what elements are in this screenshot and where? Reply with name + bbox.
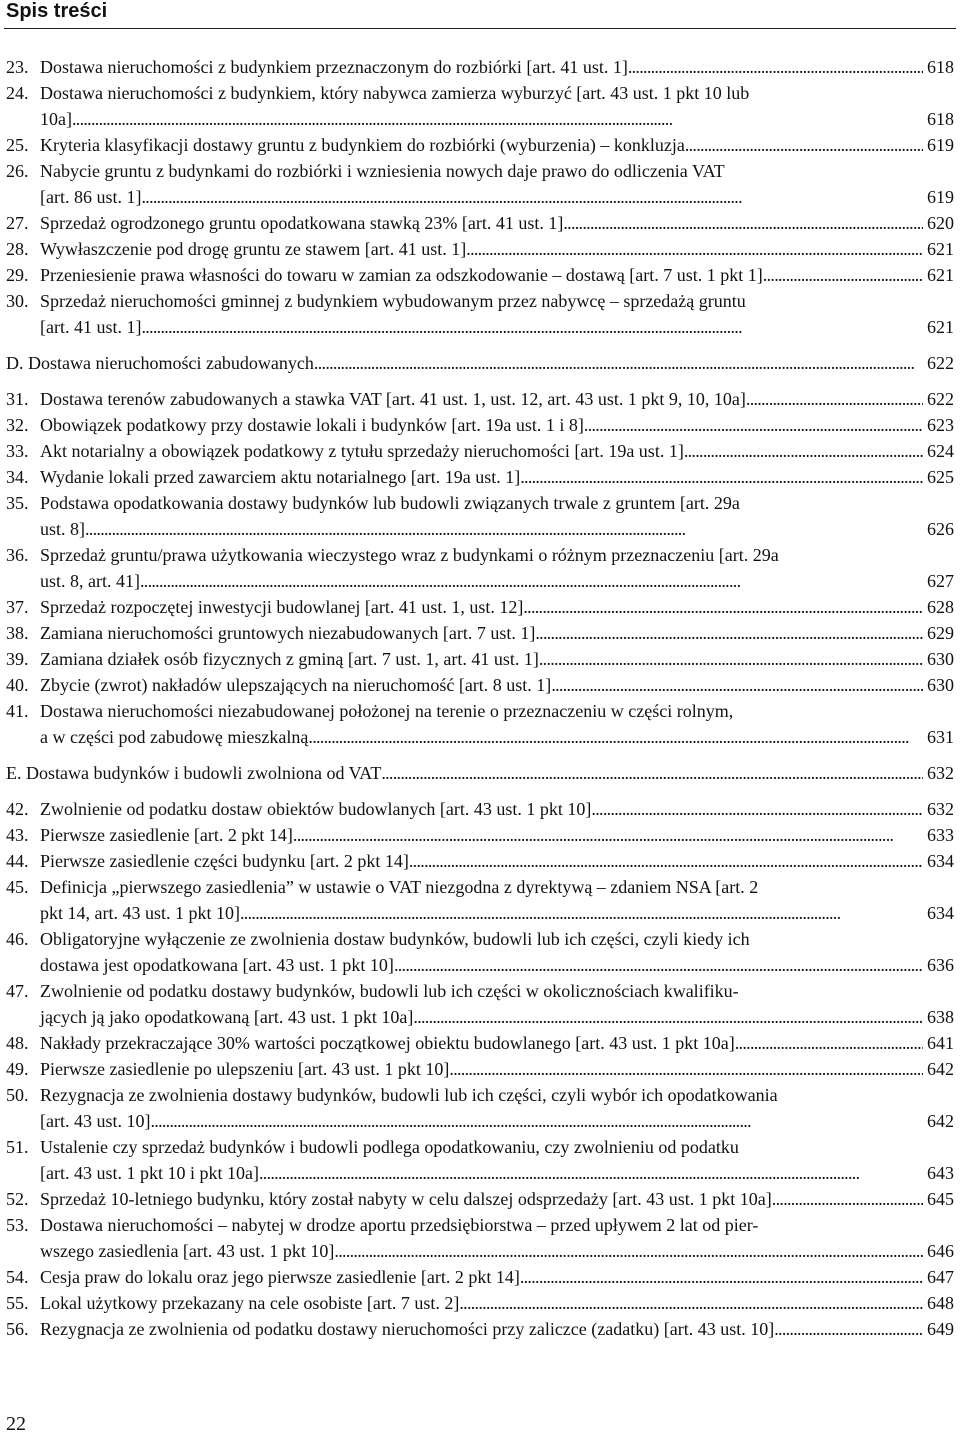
toc-entry-page-number: 628: [927, 597, 954, 617]
dot-leader: [746, 386, 923, 412]
toc-entry-number: 56.: [6, 1319, 29, 1339]
toc-entry[interactable]: [6, 1316, 954, 1342]
toc-entry-final-line: [6, 760, 954, 786]
dot-leader: [459, 1290, 923, 1316]
toc-entry-number: 29.: [6, 265, 29, 285]
toc-entry-title-line: Sprzedaż gruntu/prawa użytkowania wieczystego wraz z budynkami o różnym przeznaczeniu [art. 29a: [40, 545, 779, 565]
toc-entry-body: [40, 620, 954, 646]
toc-entry-final-line: [40, 1264, 954, 1290]
toc-entry-title: [art. 43 ust. 1 pkt 10 i pkt 10a]: [40, 1163, 259, 1183]
toc-entry-body: [6, 350, 954, 376]
toc-entry-page-number: 621: [927, 239, 954, 259]
toc-entry-number: 52.: [6, 1189, 29, 1209]
toc-entry-title: [art. 43 ust. 10]: [40, 1111, 151, 1131]
toc-entry-number: 42.: [6, 799, 29, 819]
toc-entry-title-line: Nabycie gruntu z budynkami do rozbiórki i wzniesienia nowych daje prawo do odliczenia VAT: [40, 161, 725, 181]
dot-leader: [523, 594, 923, 620]
toc-entry[interactable]: [6, 1290, 954, 1316]
toc-entry-body: [40, 158, 954, 210]
toc-entry-final-line: [40, 1056, 954, 1082]
toc-entry-number: 53.: [6, 1215, 29, 1235]
toc-entry-body: [40, 412, 954, 438]
toc-entry-final-line: [40, 1186, 954, 1212]
toc-entry-title-line: Dostawa nieruchomości z budynkiem, który nabywca zamierza wyburzyć [art. 43 ust. 1 pkt 10 lub: [40, 83, 750, 103]
toc-entry-title: Kryteria klasyfikacji dostawy gruntu z budynkiem do rozbiórki (wyburzenia) – konkluzja: [40, 135, 685, 155]
toc-entry-page-number: 622: [927, 389, 954, 409]
toc-entry-body: [40, 672, 954, 698]
toc-entry-final-line: [40, 848, 954, 874]
toc-entry-body: [40, 874, 954, 926]
toc-entry-final-line: [40, 184, 954, 210]
toc-entry-title: Sprzedaż ogrodzonego gruntu opodatkowana stawką 23% [art. 41 ust. 1]: [40, 213, 564, 233]
dot-leader: [85, 516, 923, 542]
toc-entry-final-line: [6, 350, 954, 376]
dot-leader: [394, 952, 923, 978]
toc-entry-number: 48.: [6, 1033, 29, 1053]
toc-entry-title: Zamiana nieruchomości gruntowych niezabudowanych [art. 7 ust. 1]: [40, 623, 536, 643]
toc-entry-title: [art. 86 ust. 1]: [40, 187, 142, 207]
toc-entry-body: [40, 262, 954, 288]
toc-entry[interactable]: [6, 464, 954, 490]
toc-entry-body: [40, 646, 954, 672]
toc-entry[interactable]: [6, 822, 954, 848]
dot-leader: [466, 236, 923, 262]
toc-entry-final-line: [40, 568, 954, 594]
toc-entry-final-line: [40, 796, 954, 822]
toc-entry-page-number: 621: [927, 317, 954, 337]
dot-leader: [141, 184, 923, 210]
toc-entry-final-line: [40, 1290, 954, 1316]
toc-entry-number: 38.: [6, 623, 29, 643]
toc-entry-page-number: 638: [927, 1007, 954, 1027]
toc-entry-page-number: 643: [927, 1163, 954, 1183]
section-gap: [6, 750, 954, 760]
toc-entry-page-number: 630: [927, 649, 954, 669]
toc-entry-page-number: 634: [927, 851, 954, 871]
toc-entry[interactable]: [6, 210, 954, 236]
toc-entry-body: [40, 438, 954, 464]
toc-entry-final-line: [40, 54, 954, 80]
toc-entry-title: Przeniesienie prawa własności do towaru w zamian za odszkodowanie – dostawą [art. 7 ust. 1 pkt 1]: [40, 265, 763, 285]
toc-entry-page-number: 620: [927, 213, 954, 233]
toc-entry-final-line: [40, 900, 954, 926]
dot-leader: [563, 210, 923, 236]
toc-entry-title: wszego zasiedlenia [art. 43 ust. 1 pkt 10]: [40, 1241, 335, 1261]
toc-entry-body: [40, 926, 954, 978]
toc-entry[interactable]: [6, 848, 954, 874]
toc-entry[interactable]: [6, 386, 954, 412]
toc-entry-page-number: 646: [927, 1241, 954, 1261]
toc-entry-body: [40, 464, 954, 490]
toc-entry[interactable]: [6, 1212, 954, 1264]
header-rule: [4, 28, 956, 29]
toc-entry-page-number: 629: [927, 623, 954, 643]
dot-leader: [293, 822, 923, 848]
dot-leader: [314, 350, 923, 376]
toc-entry[interactable]: [6, 1082, 954, 1134]
toc-entry-page-number: 618: [927, 57, 954, 77]
toc-entry-page-number: 641: [927, 1033, 954, 1053]
toc-entry-number: 46.: [6, 929, 29, 949]
toc-entry[interactable]: [6, 158, 954, 210]
toc-entry-body: [40, 698, 954, 750]
toc-entry-number: 32.: [6, 415, 29, 435]
toc-entry-final-line: [40, 822, 954, 848]
toc-entry[interactable]: [6, 132, 954, 158]
dot-leader: [449, 1056, 923, 1082]
toc-entry-page-number: 647: [927, 1267, 954, 1287]
toc-entry-number: 26.: [6, 161, 29, 181]
toc-entry-page-number: 621: [927, 265, 954, 285]
dot-leader: [150, 1108, 923, 1134]
dot-leader: [763, 262, 923, 288]
toc-entry-title: Sprzedaż rozpoczętej inwestycji budowlanej [art. 41 ust. 1, ust. 12]: [40, 597, 524, 617]
toc-entry-title: Akt notarialny a obowiązek podatkowy z tytułu sprzedaży nieruchomości [art. 19a ust. 1]: [40, 441, 684, 461]
dot-leader: [381, 760, 923, 786]
toc-entry-number: 30.: [6, 291, 29, 311]
toc-entry-final-line: [40, 1108, 954, 1134]
toc-entry-number: 37.: [6, 597, 29, 617]
toc-entry-title: E. Dostawa budynków i budowli zwolniona od VAT: [6, 763, 382, 783]
toc-entry-final-line: [40, 106, 954, 132]
toc-entry[interactable]: [6, 262, 954, 288]
toc-entry-page-number: 626: [927, 519, 954, 539]
toc-entry-number: 28.: [6, 239, 29, 259]
toc-entry-body: [40, 54, 954, 80]
toc-entry-number: 44.: [6, 851, 29, 871]
dot-leader: [735, 1030, 923, 1056]
toc-entry-title-line: Zwolnienie od podatku dostawy budynków, budowli lub ich części w okolicznościach kwalifiku-: [40, 981, 739, 1001]
toc-entry-title: [art. 41 ust. 1]: [40, 317, 142, 337]
toc-entry-title: Pierwsze zasiedlenie po ulepszeniu [art. 43 ust. 1 pkt 10]: [40, 1059, 450, 1079]
toc-entry-page-number: 645: [927, 1189, 954, 1209]
toc-entry-body: [40, 80, 954, 132]
toc-entry[interactable]: [6, 1056, 954, 1082]
toc-entry-title-line: Obligatoryjne wyłączenie ze zwolnienia dostaw budynków, budowli lub ich części, czyli kiedy ich: [40, 929, 750, 949]
toc-entry[interactable]: [6, 1134, 954, 1186]
toc-entry[interactable]: [6, 1264, 954, 1290]
toc-entry-page-number: 627: [927, 571, 954, 591]
toc-entry-number: 41.: [6, 701, 29, 721]
toc-entry[interactable]: [6, 594, 954, 620]
toc-entry-final-line: [40, 262, 954, 288]
toc-entry-title-line: Dostawa nieruchomości – nabytej w drodze aportu przedsiębiorstwa – przed upływem 2 lat od pier-: [40, 1215, 759, 1235]
toc-entry[interactable]: [6, 698, 954, 750]
toc-entry-body: [40, 288, 954, 340]
toc-entry-page-number: 632: [927, 799, 954, 819]
toc-entry-page-number: 631: [927, 727, 954, 747]
toc-entry-title: Lokal użytkowy przekazany na cele osobiste [art. 7 ust. 2]: [40, 1293, 460, 1313]
toc-entry-final-line: [40, 594, 954, 620]
toc-entry-page-number: 636: [927, 955, 954, 975]
toc-entry-final-line: [40, 438, 954, 464]
toc-entry-final-line: [40, 952, 954, 978]
toc-entry-page-number: 642: [927, 1059, 954, 1079]
toc-entry-number: 34.: [6, 467, 29, 487]
dot-leader: [539, 646, 923, 672]
toc-entry-body: [40, 1030, 954, 1056]
toc-entry-title: Cesja praw do lokalu oraz jego pierwsze zasiedlenie [art. 2 pkt 14]: [40, 1267, 520, 1287]
toc-entry[interactable]: [6, 620, 954, 646]
toc-entry-final-line: [40, 236, 954, 262]
toc-section-heading[interactable]: [6, 760, 954, 786]
toc-entry-final-line: [40, 412, 954, 438]
toc-entry-title: Wydanie lokali przed zawarciem aktu notarialnego [art. 19a ust. 1]: [40, 467, 521, 487]
toc-entry-final-line: [40, 314, 954, 340]
toc-entry[interactable]: [6, 542, 954, 594]
toc-entry-final-line: [40, 1160, 954, 1186]
toc-entry-number: 39.: [6, 649, 29, 669]
toc-entry[interactable]: [6, 1186, 954, 1212]
toc-entry-title-line: Definicja „pierwszego zasiedlenia” w ustawie o VAT niezgodna z dyrektywą – zdaniem NSA [art. 2: [40, 877, 759, 897]
toc-entry-body: [40, 1134, 954, 1186]
toc-entry-number: 45.: [6, 877, 29, 897]
toc-entry-number: 27.: [6, 213, 29, 233]
toc-entry-title-line: Podstawa opodatkowania dostawy budynków lub budowli związanych trwale z gruntem [art. 29a: [40, 493, 740, 513]
toc-entry[interactable]: [6, 288, 954, 340]
toc-entry-final-line: [40, 1030, 954, 1056]
toc-entry[interactable]: [6, 646, 954, 672]
toc-entry-title: Nakłady przekraczające 30% wartości początkowej obiektu budowlanego [art. 43 ust. 1 pkt 10a]: [40, 1033, 735, 1053]
toc-entry-body: [40, 848, 954, 874]
toc-entry[interactable]: [6, 80, 954, 132]
toc-entry[interactable]: [6, 1030, 954, 1056]
dot-leader: [684, 438, 923, 464]
toc-entry-final-line: [40, 386, 954, 412]
toc-entry-page-number: 632: [927, 763, 954, 783]
dot-leader: [308, 724, 923, 750]
toc-entry[interactable]: [6, 54, 954, 80]
toc-entry[interactable]: [6, 412, 954, 438]
toc-entry-body: [40, 594, 954, 620]
toc-entry-number: 51.: [6, 1137, 29, 1157]
toc-entry-body: [40, 796, 954, 822]
toc-entry-number: 23.: [6, 57, 29, 77]
toc-entry[interactable]: [6, 438, 954, 464]
toc-entry-title: ust. 8]: [40, 519, 85, 539]
toc-entry-title: Zamiana działek osób fizycznych z gminą [art. 7 ust. 1, art. 41 ust. 1]: [40, 649, 539, 669]
toc-entry-page-number: 619: [927, 187, 954, 207]
dot-leader: [591, 796, 923, 822]
toc-entry[interactable]: [6, 236, 954, 262]
toc-entry-title: Zwolnienie od podatku dostaw obiektów budowlanych [art. 43 ust. 1 pkt 10]: [40, 799, 592, 819]
page-header-title: Spis treści: [6, 0, 108, 22]
section-gap: [6, 786, 954, 796]
dot-leader: [535, 620, 923, 646]
toc-entry-body: [40, 1082, 954, 1134]
toc-entry-page-number: 623: [927, 415, 954, 435]
toc-entry-body: [40, 132, 954, 158]
toc-entry[interactable]: [6, 978, 954, 1030]
toc-entry-body: [40, 822, 954, 848]
toc-entry-title: Dostawa terenów zabudowanych a stawka VAT [art. 41 ust. 1, ust. 12, art. 43 ust. 1 pkt 9, 10, 10a]: [40, 389, 746, 409]
toc-entry-title: pkt 14, art. 43 ust. 1 pkt 10]: [40, 903, 240, 923]
dot-leader: [628, 54, 923, 80]
toc-entry-body: [40, 1264, 954, 1290]
toc-entry-final-line: [40, 646, 954, 672]
toc-entry-page-number: 624: [927, 441, 954, 461]
toc-entry-body: [40, 978, 954, 1030]
toc-entry-final-line: [40, 1004, 954, 1030]
toc-entry-number: 31.: [6, 389, 29, 409]
toc-entry-number: 43.: [6, 825, 29, 845]
toc-entry-title: jących ją jako opodatkowaną [art. 43 ust. 1 pkt 10a]: [40, 1007, 414, 1027]
toc-entry-final-line: [40, 620, 954, 646]
dot-leader: [240, 900, 923, 926]
toc-entry-final-line: [40, 210, 954, 236]
toc-section-heading[interactable]: [6, 350, 954, 376]
toc-entry-final-line: [40, 1238, 954, 1264]
toc-entry-body: [40, 490, 954, 542]
section-gap: [6, 376, 954, 386]
toc-entry-page-number: 618: [927, 109, 954, 129]
toc-entry-body: [40, 1056, 954, 1082]
toc-entry-title: ust. 8, art. 41]: [40, 571, 140, 591]
toc-entry-title: Rezygnacja ze zwolnienia od podatku dostawy nieruchomości przy zaliczce (zadatku) [art. 43 ust. 10]: [40, 1319, 775, 1339]
toc-entry-page-number: 649: [927, 1319, 954, 1339]
toc-entry-page-number: 634: [927, 903, 954, 923]
dot-leader: [140, 568, 923, 594]
toc-entry-title: dostawa jest opodatkowana [art. 43 ust. 1 pkt 10]: [40, 955, 394, 975]
toc-entry-body: [40, 236, 954, 262]
toc-entry-page-number: 648: [927, 1293, 954, 1313]
toc-entry-body: [40, 1186, 954, 1212]
toc-entry-body: [40, 542, 954, 594]
toc-entry-number: 50.: [6, 1085, 29, 1105]
section-gap: [6, 340, 954, 350]
dot-leader: [334, 1238, 923, 1264]
toc-entry-title: 10a]: [40, 109, 72, 129]
toc-entry-title: D. Dostawa nieruchomości zabudowanych: [6, 353, 314, 373]
dot-leader: [685, 132, 923, 158]
toc-entry-body: [40, 386, 954, 412]
toc-entry-final-line: [40, 724, 954, 750]
toc-entry-page-number: 622: [927, 353, 954, 373]
dot-leader: [259, 1160, 923, 1186]
toc-entry-final-line: [40, 1316, 954, 1342]
toc-entry-title: Zbycie (zwrot) nakładów ulepszających na nieruchomość [art. 8 ust. 1]: [40, 675, 552, 695]
dot-leader: [774, 1316, 923, 1342]
toc-entry-number: 35.: [6, 493, 29, 513]
dot-leader: [551, 672, 923, 698]
toc-entry-final-line: [40, 516, 954, 542]
toc-entry-title-line: Rezygnacja ze zwolnienia dostawy budynków, budowli lub ich części, czyli wybór ich opodatkowania: [40, 1085, 778, 1105]
toc-entry[interactable]: [6, 874, 954, 926]
toc-entry-page-number: 642: [927, 1111, 954, 1131]
toc-entry-number: 25.: [6, 135, 29, 155]
toc-entry-body: [6, 760, 954, 786]
toc-entry-number: 33.: [6, 441, 29, 461]
toc-entry-number: 49.: [6, 1059, 29, 1079]
dot-leader: [584, 412, 923, 438]
toc-entry-number: 40.: [6, 675, 29, 695]
toc-entry-title: Obowiązek podatkowy przy dostawie lokali i budynków [art. 19a ust. 1 i 8]: [40, 415, 584, 435]
toc-entry-title: Pierwsze zasiedlenie [art. 2 pkt 14]: [40, 825, 293, 845]
toc-entry[interactable]: [6, 926, 954, 978]
toc-entry-page-number: 619: [927, 135, 954, 155]
toc-entry-body: [40, 1212, 954, 1264]
toc-entry[interactable]: [6, 672, 954, 698]
toc-entry-title: Dostawa nieruchomości z budynkiem przeznaczonym do rozbiórki [art. 41 ust. 1]: [40, 57, 628, 77]
toc-entry-title-line: Sprzedaż nieruchomości gminnej z budynkiem wybudowanym przez nabywcę – sprzedażą gruntu: [40, 291, 746, 311]
toc-entry-number: 55.: [6, 1293, 29, 1313]
toc-entry-title-line: Ustalenie czy sprzedaż budynków i budowli podlega opodatkowaniu, czy zwolnieniu od podatku: [40, 1137, 739, 1157]
dot-leader: [72, 106, 923, 132]
toc-entry-final-line: [40, 464, 954, 490]
toc-entry-body: [40, 1316, 954, 1342]
toc-entry-number: 36.: [6, 545, 29, 565]
toc-entry-page-number: 630: [927, 675, 954, 695]
toc-entry-page-number: 633: [927, 825, 954, 845]
dot-leader: [520, 464, 923, 490]
toc-entry-number: 47.: [6, 981, 29, 1001]
toc-entry[interactable]: [6, 490, 954, 542]
dot-leader: [409, 848, 923, 874]
toc-entry-title: Sprzedaż 10-letniego budynku, który został nabyty w celu dalszej odsprzedaży [art. 43 ust. 1 pkt 10a]: [40, 1189, 772, 1209]
dot-leader: [772, 1186, 923, 1212]
toc-entry[interactable]: [6, 796, 954, 822]
dot-leader: [141, 314, 923, 340]
dot-leader: [413, 1004, 923, 1030]
toc-entry-final-line: [40, 672, 954, 698]
toc-entry-page-number: 625: [927, 467, 954, 487]
toc-entry-title: Wywłaszczenie pod drogę gruntu ze stawem [art. 41 ust. 1]: [40, 239, 467, 259]
page-number: 22: [6, 1413, 26, 1435]
table-of-contents: [6, 54, 954, 1342]
dot-leader: [520, 1264, 923, 1290]
toc-entry-title: Pierwsze zasiedlenie części budynku [art. 2 pkt 14]: [40, 851, 409, 871]
toc-entry-title-line: Dostawa nieruchomości niezabudowanej położonej na terenie o przeznaczeniu w części rolnym,: [40, 701, 734, 721]
toc-entry-final-line: [40, 132, 954, 158]
toc-entry-number: 24.: [6, 83, 29, 103]
toc-entry-number: 54.: [6, 1267, 29, 1287]
toc-entry-title: a w części pod zabudowę mieszkalną: [40, 727, 309, 747]
toc-entry-body: [40, 210, 954, 236]
toc-entry-body: [40, 1290, 954, 1316]
